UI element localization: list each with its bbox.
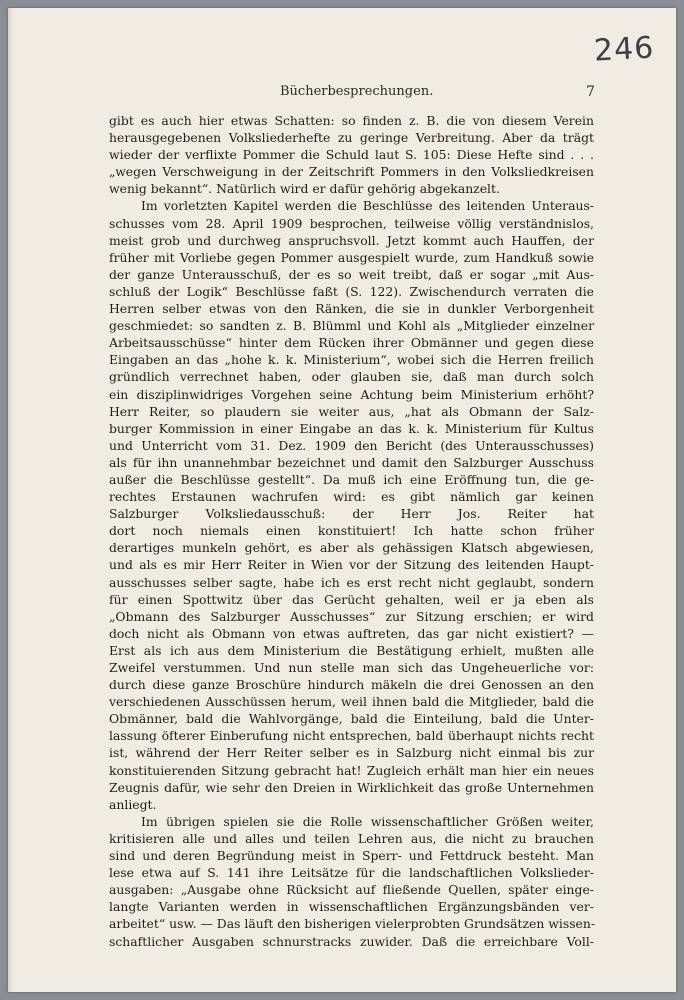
- text-line: Zeugnis dafür, wie sehr den Dreien in Wirklichkeit das große Unternehmen: [109, 779, 594, 795]
- text-line: burger Kommission in einer Eingabe an das k. k. Ministerium für Kultus: [109, 420, 594, 436]
- text-line: Herren selber etwas von den Ränken, die sie in dunkler Verborgenheit: [109, 301, 594, 317]
- book-page: [8, 8, 676, 992]
- text-line: verschiedenen Ausschüssen herum, weil ihnen bald die Mitglieder, bald die: [109, 694, 594, 710]
- text-line: doch nicht als Obmann von etwas auftreten, das gar nicht existiert? —: [109, 625, 594, 641]
- text-line: derartiges munkeln gehört, es aber als gehässigen Klatsch abgewiesen,: [109, 540, 594, 556]
- text-line: als für ihn unannehmbar bezeichnet und damit den Salzburger Ausschuss: [109, 454, 594, 470]
- text-line: geschmiedet: so sandten z. B. Blümml und Kohl als „Mitglieder einzelner: [109, 318, 594, 334]
- text-line: wieder der verflixte Pommer die Schuld laut S. 105: Diese Hefte sind . . .: [109, 147, 594, 163]
- text-line: Im vorletzten Kapitel werden die Beschlüsse des leitenden Unteraus-: [141, 198, 594, 214]
- text-line: gründlich verrechnet haben, oder glauben sie, daß man durch solch: [109, 369, 594, 385]
- body-text: [109, 112, 594, 950]
- text-line: meist grob und durchweg anspruchsvoll. Jetzt kommt auch Hauffen, der: [109, 232, 594, 248]
- text-line: und als es mir Herr Reiter in Wien vor der Sitzung des leitenden Haupt-: [109, 557, 594, 573]
- text-line: durch diese ganze Broschüre hindurch mäkeln die drei Genossen an den: [109, 677, 594, 693]
- text-line: ausgaben: „Ausgabe ohne Rücksicht auf fließende Quellen, später einge-: [109, 882, 594, 898]
- text-line: Erst als ich aus dem Ministerium die Bestätigung erhielt, mußten alle: [109, 642, 594, 658]
- text-line: konstituierenden Sitzung gebracht hat! Zugleich erhält man hier ein neues: [109, 762, 594, 778]
- text-line: arbeitet“ usw. — Das läuft den bisherigen vielerprobten Grundsätzen wissen-: [109, 916, 596, 932]
- text-line: rechtes Erstaunen wachrufen wird: es gibt nämlich gar keinen: [109, 489, 594, 505]
- text-line: ein disziplinwidriges Vorgehen seine Achtung beim Ministerium erhöht?: [109, 386, 594, 402]
- text-line: gibt es auch hier etwas Schatten: so finden z. B. die von diesem Verein: [109, 113, 594, 128]
- text-line: Salzburger Volksliedausschuß: der Herr Jos. Reiter hat: [109, 506, 594, 522]
- text-line: Arbeitsausschüsse“ hinter dem Rücken ihrer Obmänner und gegen diese: [109, 335, 594, 351]
- page-number: 7: [586, 84, 595, 100]
- text-line: schluß der Logik“ Beschlüsse faßt (S. 122). Zwischendurch verraten die: [109, 283, 594, 299]
- text-line: sind und deren Begründung meist in Sperr- und Fettdruck besteht. Man: [109, 848, 594, 864]
- text-line: schaftlicher Ausgaben schnurstracks zuwider. Daß die erreichbare Voll-: [109, 933, 594, 949]
- text-line: „Obmann des Salzburger Ausschusses“ zur Sitzung erschien; er wird: [109, 608, 594, 624]
- text-line: Herr Reiter, so plaudern sie weiter aus, „hat als Obmann der Salz-: [109, 403, 594, 419]
- text-line: Zweifel verstummen. Und nun stelle man sich das Ungeheuerliche vor:: [109, 660, 594, 675]
- text-line: langte Varianten werden in wissenschaftlichen Ergänzungsbänden ver-: [109, 899, 594, 915]
- text-line: lese etwa auf S. 141 ihre Leitsätze für die landschaftlichen Volkslieder-: [109, 865, 594, 881]
- text-line: Im übrigen spielen sie die Rolle wissenschaftlicher Größen weiter,: [141, 813, 594, 829]
- text-line: Obmänner, bald die Wahlvorgänge, bald die Einteilung, bald die Unter-: [109, 711, 594, 727]
- text-line: „wegen Verschweigung in der Zeitschrift Pommers in den Volksliedkreisen: [109, 164, 594, 180]
- text-line: ausschusses selber sagte, habe ich es erst recht nicht geglaubt, sondern: [109, 574, 594, 590]
- text-line: anliegt.: [109, 796, 157, 812]
- text-line: kritisieren alle und alles und teilen Lehren aus, die nicht zu brauchen: [109, 830, 594, 846]
- text-line: für einen Spottwitz über das Gerücht gehalten, weil er ja eben als: [109, 591, 594, 607]
- text-line: herausgegebenen Volksliederhefte zu geringe Verbreitung. Aber da trägt: [109, 130, 594, 146]
- text-line: ist, während der Herr Reiter selber es in Salzburg nicht einmal bis zur: [109, 745, 594, 761]
- running-head: Bücherbesprechungen.: [280, 84, 434, 99]
- text-line: der ganze Unterausschuß, der es so weit treibt, daß er sogar „mit Aus-: [109, 266, 594, 282]
- text-line: früher mit Vorliebe gegen Pommer ausgespielt wurde, zum Handkuß sowie: [109, 249, 594, 265]
- text-line: und Unterricht vom 31. Dez. 1909 den Bericht (des Unterausschusses): [109, 437, 594, 453]
- text-line: außer die Beschlüsse gestellt“. Da muß ich eine Eröffnung tun, die ge-: [109, 471, 594, 487]
- text-line: schusses vom 28. April 1909 besprochen, teilweise völlig verständnislos,: [109, 215, 594, 231]
- text-line: wenig bekannt“. Natürlich wird er dafür gehörig abgekanzelt.: [109, 181, 500, 197]
- text-line: dort noch niemals einen konstituiert! Ich hatte schon früher: [109, 523, 594, 539]
- handwritten-page-number: 246: [593, 30, 656, 69]
- page-edge: [8, 8, 13, 992]
- text-line: lassung öfterer Einberufung nicht entsprechen, bald überhaupt nichts recht: [109, 728, 594, 744]
- text-line: Eingaben an das „hohe k. k. Ministerium“, wobei sich die Herren freilich: [109, 352, 594, 368]
